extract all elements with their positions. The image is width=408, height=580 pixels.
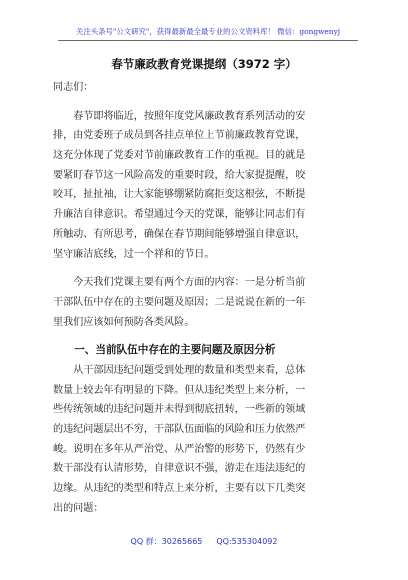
section-heading: 一、当前队伍中存在的主要问题及原因分析: [53, 344, 276, 357]
salutation: 同志们：: [53, 82, 94, 93]
paragraph-line: 干部队伍中存在的主要问题及原因；二是说说在新的一年: [53, 296, 306, 308]
footer-qq-group: QQ 群：30265665: [130, 537, 203, 546]
paragraph-line: 这充分体现了党委对节前廉政教育工作的重视。目的就是: [53, 150, 306, 162]
paragraph-line: 出的问题：: [53, 502, 104, 514]
paragraph-intro: [53, 107, 369, 265]
paragraph-line: 些传统领域的违纪问题并未得到彻底扭转，一些新的领域: [53, 404, 306, 416]
paragraph-line: 春节即将临近，按照年度党风廉政教育系列活动的安: [53, 110, 306, 122]
paragraph-line: 从干部因违纪问题受到处理的数量和类型来看，总体: [53, 364, 306, 376]
paragraph-line: 排，由党委班子成员到各挂点单位上节前廉政教育党课，: [53, 130, 306, 142]
paragraph-line: 的违纪问题层出不穷，干部队伍面临的风险和压力依然严: [53, 424, 306, 435]
paragraph-line: 所触动、有所思考，确保在春节期间能够增强自律意识，: [53, 228, 306, 240]
header-banner: 关注头条号"公文研究"，获得最新最全最专业的公文资料库！ 微信：gongwenyj: [58, 26, 358, 41]
paragraph-line: 坚守廉洁底线，过一个祥和的节日。: [53, 248, 215, 260]
paragraph-line: 数干部没有认清形势，自律意识不强，游走在违法违纪的: [53, 463, 306, 475]
paragraph-outline: [53, 273, 369, 332]
paragraph-line: 要紧盯春节这一风险高发的重要时段，给大家提提醒，咬: [53, 169, 306, 181]
paragraph-line: 数量上较去年有明显的下降。但从违纪类型上来分析，一: [53, 384, 306, 396]
document-body: [53, 78, 369, 518]
footer-contact: [0, 536, 408, 547]
paragraph-line: 升廉洁自律意识。希望通过今天的党课，能够让同志们有: [53, 209, 306, 221]
document-title: 春节廉政教育党课提纲（3972 字）: [111, 57, 297, 71]
paragraph-line: 里我们应该如何预防各类风险。: [53, 316, 195, 328]
paragraph-line: 边缘。从违纪的类型和特点上来分析，主要有以下几类突: [53, 483, 306, 495]
paragraph-analysis: [53, 361, 369, 519]
paragraph-line: 咬耳，扯扯袖，让大家能够绷紧防腐拒变这根弦，不断提: [53, 189, 306, 201]
footer-qq-number: QQ:535304092: [216, 537, 278, 546]
paragraph-line: 峻。说明在多年从严治党、从严治警的形势下，仍然有少: [53, 443, 306, 455]
paragraph-line: 今天我们党课主要有两个方面的内容：一是分析当前: [53, 277, 306, 289]
